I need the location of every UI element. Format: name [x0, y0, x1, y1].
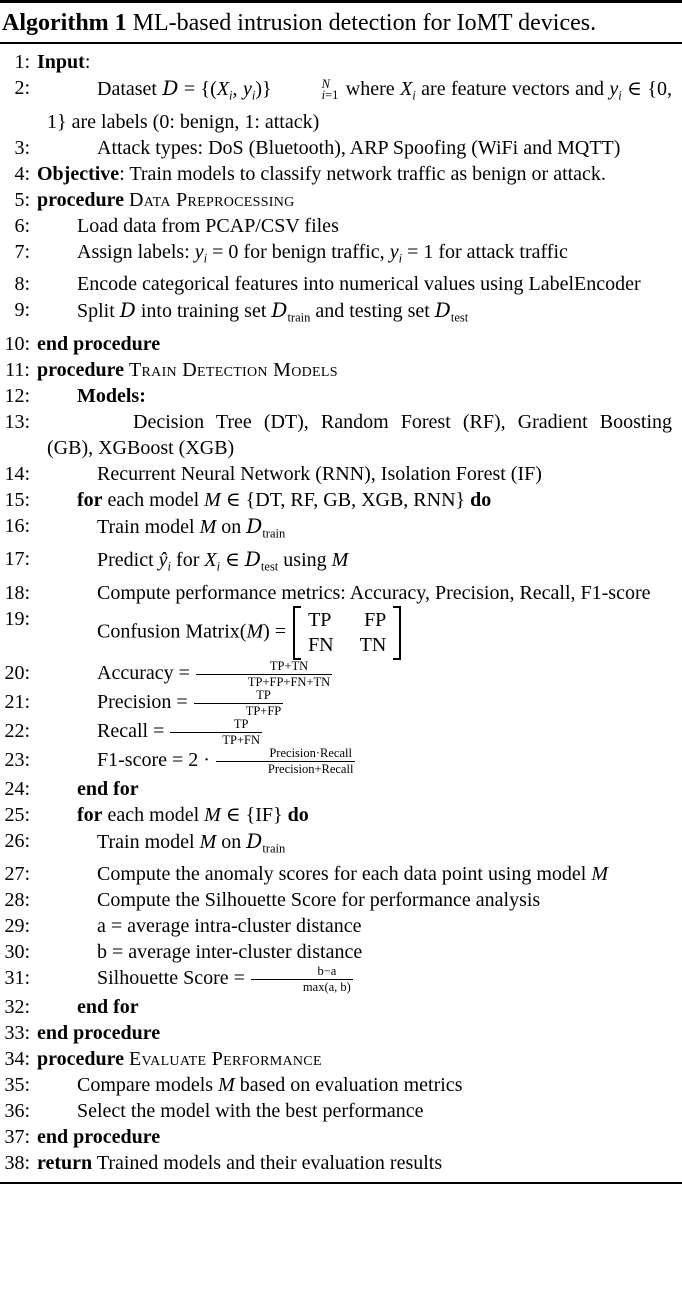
denominator: TP+FP	[245, 703, 282, 718]
math-var: X	[216, 78, 230, 100]
math-var: M	[199, 515, 217, 538]
algo-line-13	[0, 409, 672, 461]
text-run: a = average intra-cluster distance	[97, 915, 362, 937]
numerator: Precision·Recall	[269, 745, 352, 760]
procedure-name: Evaluate Performance	[129, 1048, 322, 1070]
line-number: 9:	[14, 299, 30, 321]
algo-line-12	[0, 383, 672, 409]
line-number: 16:	[4, 514, 30, 537]
math-var: y	[194, 240, 204, 263]
denominator: max(a, b)	[302, 980, 351, 994]
text-run: :	[84, 51, 91, 73]
bold-run: procedure	[37, 358, 130, 381]
text-run: Load data from PCAP/CSV files	[77, 214, 339, 237]
bold-run: end procedure	[37, 332, 161, 355]
algorithm-body	[0, 44, 682, 1182]
line-number: 29:	[4, 915, 30, 937]
algo-line-34	[0, 1046, 672, 1072]
line-number: 20:	[4, 661, 30, 684]
text-run: ∈	[220, 549, 245, 571]
algo-line-25	[0, 802, 672, 828]
math-var: y	[609, 78, 619, 100]
matrix-cell: FP	[364, 608, 387, 631]
line-number: 13:	[4, 410, 30, 433]
algo-line-38	[0, 1150, 672, 1176]
algo-line-27	[0, 861, 672, 887]
line-number: 38:	[4, 1152, 30, 1174]
line-number: 21:	[4, 690, 30, 713]
math-var: ŷ	[158, 549, 168, 571]
text-run: = 0 for benign traffic,	[207, 240, 390, 263]
algo-line-2	[0, 75, 672, 135]
text-run: ∈ {0, 1} are labels (0: benign, 1: attack)	[47, 78, 672, 133]
algo-line-32	[0, 994, 672, 1020]
line-number: 33:	[4, 1022, 30, 1044]
line-number: 24:	[4, 777, 30, 800]
line-number: 4:	[14, 162, 30, 185]
text-run: are feature vectors and	[415, 78, 610, 100]
text-run: Confusion Matrix(	[97, 620, 247, 643]
line-number: 30:	[4, 941, 30, 963]
line-number: 10:	[4, 332, 30, 355]
matrix-row	[308, 633, 386, 658]
denominator: TP+FN	[222, 732, 260, 747]
subscript: train	[287, 310, 311, 325]
math-var: M	[246, 620, 264, 643]
bold-run: for	[77, 803, 103, 826]
subscript-italic: i	[412, 88, 416, 103]
denominator: Precision+Recall	[267, 761, 354, 776]
algo-line-4	[0, 161, 672, 187]
line-number: 31:	[4, 967, 30, 989]
script-dataset-symbol: D	[271, 298, 288, 322]
algo-line-33	[0, 1020, 672, 1046]
line-number: 7:	[14, 240, 30, 263]
line-number: 34:	[4, 1048, 30, 1070]
math-var: M	[591, 863, 608, 885]
bold-run: procedure	[37, 188, 130, 211]
text-run: Split	[77, 300, 120, 322]
line-number: 32:	[4, 996, 30, 1018]
text-run: Compare models	[77, 1074, 219, 1096]
algorithm-caption-title: ML-based intrusion detection for IoMT devices.	[126, 10, 597, 36]
subscript-italic: i	[216, 559, 221, 574]
bold-run: procedure	[37, 1048, 130, 1070]
algo-line-5	[0, 187, 672, 213]
text-run: Select the model with the best performance	[77, 1100, 424, 1122]
text-run: F1-score = 2 ·	[97, 748, 215, 771]
bold-run: end for	[77, 777, 139, 800]
text-run: )}	[255, 78, 272, 100]
algo-line-30	[0, 939, 672, 965]
algo-line-26	[0, 828, 672, 862]
algo-line-8	[0, 271, 672, 297]
line-number: 23:	[4, 748, 30, 771]
line-number: 2:	[14, 77, 30, 99]
text-run: ∈ {IF}	[220, 803, 288, 826]
line-number: 22:	[4, 719, 30, 742]
text-run: where	[340, 78, 401, 100]
text-run: based on evaluation metrics	[234, 1074, 463, 1096]
matrix-cell: FN	[308, 633, 334, 656]
line-number: 5:	[14, 188, 30, 211]
bold-run: for	[77, 488, 103, 511]
text-run: using	[278, 549, 332, 571]
text-run: Accuracy =	[97, 661, 195, 684]
confusion-matrix	[293, 606, 401, 660]
fraction	[170, 718, 262, 747]
subscript-italic: i	[251, 88, 256, 103]
bold-run: do	[287, 803, 309, 826]
algo-line-11	[0, 357, 672, 383]
algo-line-24	[0, 776, 672, 802]
text-run: Decision Tree (DT), Random Forest (RF), Gradient Boosting (GB), XGBoost (XGB)	[47, 410, 672, 459]
left-bracket	[293, 606, 301, 660]
script-dataset-symbol: D	[434, 298, 451, 322]
algo-line-17	[0, 546, 672, 580]
math-var: M	[204, 803, 221, 826]
algo-line-14	[0, 461, 672, 487]
text-run: ∈ {DT, RF, GB, XGB, RNN}	[220, 488, 471, 511]
algo-line-3	[0, 135, 672, 161]
fraction	[196, 660, 332, 689]
matrix-row	[308, 608, 386, 633]
bold-run: Objective	[37, 162, 120, 185]
matrix-cell: TN	[359, 633, 387, 656]
algo-line-28	[0, 887, 672, 913]
text-run: Recurrent Neural Network (RNN), Isolation Forest (IF)	[97, 462, 542, 485]
numerator: TP	[256, 687, 271, 702]
text-run: Trained models and their evaluation results	[92, 1152, 443, 1174]
line-number: 14:	[4, 462, 30, 485]
text-run: Predict	[97, 549, 159, 571]
text-run: Encode categorical features into numerical values using LabelEncoder	[77, 273, 641, 295]
line-number: 26:	[4, 829, 30, 852]
text-run: : Train models to classify network traffic as benign or attack.	[119, 162, 606, 185]
text-run: Compute the anomaly scores for each data point using model	[97, 863, 592, 885]
text-run: Recall =	[97, 719, 170, 742]
text-run: on	[216, 830, 247, 853]
bold-run: do	[470, 488, 492, 511]
algo-line-35	[0, 1072, 672, 1098]
text-run: Silhouette Score =	[97, 967, 250, 990]
fraction	[216, 747, 356, 776]
subscript-italic: i	[618, 88, 622, 103]
line-number: 27:	[4, 863, 30, 885]
algo-line-6	[0, 213, 672, 239]
algo-line-37	[0, 1124, 672, 1150]
line-number: 28:	[4, 889, 30, 911]
algo-line-1	[0, 49, 672, 75]
algo-line-20	[0, 660, 672, 689]
line-number: 12:	[4, 384, 30, 407]
numerator: TP	[233, 716, 249, 731]
line-number: 8:	[14, 273, 30, 295]
text-run: and testing set	[310, 300, 435, 322]
line-number: 25:	[4, 803, 30, 826]
algo-line-10	[0, 331, 672, 357]
math-var: M	[218, 1074, 235, 1096]
text-run: into training set	[135, 300, 272, 322]
subscript: test	[450, 310, 469, 325]
script-dataset-symbol: D	[119, 298, 136, 322]
subscript-expr	[272, 90, 339, 101]
text-run: Attack types: DoS (Bluetooth), ARP Spoofing (WiFi and MQTT)	[97, 136, 621, 159]
algo-line-36	[0, 1098, 672, 1124]
line-number: 36:	[4, 1100, 30, 1122]
subscript-italic: i	[229, 88, 233, 103]
algo-line-15	[0, 487, 672, 513]
subscript-italic: i	[398, 251, 403, 265]
denominator: TP+FP+FN+TN	[247, 674, 331, 689]
subscript-i: i	[321, 88, 326, 103]
subscript-eq: =1	[325, 88, 339, 103]
algo-line-31	[0, 965, 672, 994]
right-bracket	[393, 606, 401, 660]
algo-line-9	[0, 297, 672, 331]
text-run: = 1 for attack traffic	[402, 240, 568, 263]
text-run: Dataset	[97, 78, 163, 100]
text-run: each model	[102, 488, 205, 511]
script-dataset-symbol: D	[246, 828, 263, 853]
line-number: 15:	[4, 488, 30, 511]
subscript: train	[262, 526, 286, 540]
text-run: on	[216, 515, 247, 538]
bold-run: end for	[77, 996, 139, 1018]
bold-run: Input	[37, 51, 85, 73]
text-run: Assign labels:	[77, 240, 195, 263]
numerator: b−a	[317, 964, 337, 978]
script-dataset-symbol: D	[162, 76, 179, 100]
procedure-name: Train Detection Models	[129, 358, 338, 381]
script-dataset-symbol: D	[244, 547, 261, 571]
algo-line-18	[0, 580, 672, 606]
matrix-cells	[301, 606, 393, 660]
fraction	[251, 965, 353, 994]
subscript-italic: i	[203, 251, 208, 265]
text-run: each model	[102, 803, 205, 826]
bold-run: return	[37, 1152, 93, 1174]
algorithm-caption-label: Algorithm 1	[2, 10, 127, 36]
line-number: 35:	[4, 1074, 30, 1096]
math-var: X	[204, 549, 217, 571]
math-var: X	[400, 78, 413, 100]
algorithm-caption	[0, 0, 682, 44]
line-number: 11:	[5, 358, 30, 381]
text-run: b = average inter-cluster distance	[97, 941, 363, 963]
line-number: 17:	[4, 548, 30, 570]
line-number: 37:	[4, 1126, 30, 1148]
math-var: M	[199, 830, 217, 853]
line-number: 18:	[4, 581, 30, 604]
math-var: M	[204, 488, 221, 511]
math-var: y	[389, 240, 399, 263]
fraction	[194, 689, 284, 718]
algo-line-19	[0, 606, 672, 660]
text-run: Compute the Silhouette Score for performance analysis	[97, 889, 541, 911]
line-number: 3:	[14, 136, 30, 159]
algo-line-22	[0, 718, 672, 747]
text-run: Train model	[97, 515, 200, 538]
subscript-italic: i	[167, 559, 172, 574]
procedure-name: Data Preprocessing	[129, 188, 295, 211]
bold-run: end procedure	[37, 1022, 161, 1044]
text-run: for	[171, 549, 205, 571]
matrix-cell: TP	[308, 608, 332, 631]
text-run: Precision =	[97, 690, 193, 713]
math-var: M	[331, 549, 349, 571]
numerator: TP+TN	[269, 658, 309, 673]
text-run: ,	[232, 78, 243, 100]
text-run: Compute performance metrics: Accuracy, Precision, Recall, F1-score	[97, 581, 651, 604]
algo-line-7	[0, 239, 672, 272]
bold-run: end procedure	[37, 1126, 161, 1148]
line-number: 1:	[14, 51, 30, 73]
line-number: 19:	[4, 607, 30, 630]
script-dataset-symbol: D	[246, 513, 263, 538]
algo-line-23	[0, 747, 672, 776]
line-number: 6:	[14, 214, 30, 237]
subscript: train	[262, 841, 286, 855]
subscript: test	[260, 559, 279, 574]
bold-run: Models:	[77, 384, 146, 407]
algo-line-29	[0, 913, 672, 939]
algo-line-21	[0, 689, 672, 718]
supsub-stack	[272, 79, 339, 101]
text-run: ) =	[263, 620, 292, 643]
text-run: = {(	[178, 78, 217, 100]
algo-line-16	[0, 513, 672, 547]
math-var: y	[242, 78, 252, 100]
superscript-n: N	[321, 77, 330, 92]
text-run: Train model	[97, 830, 200, 853]
